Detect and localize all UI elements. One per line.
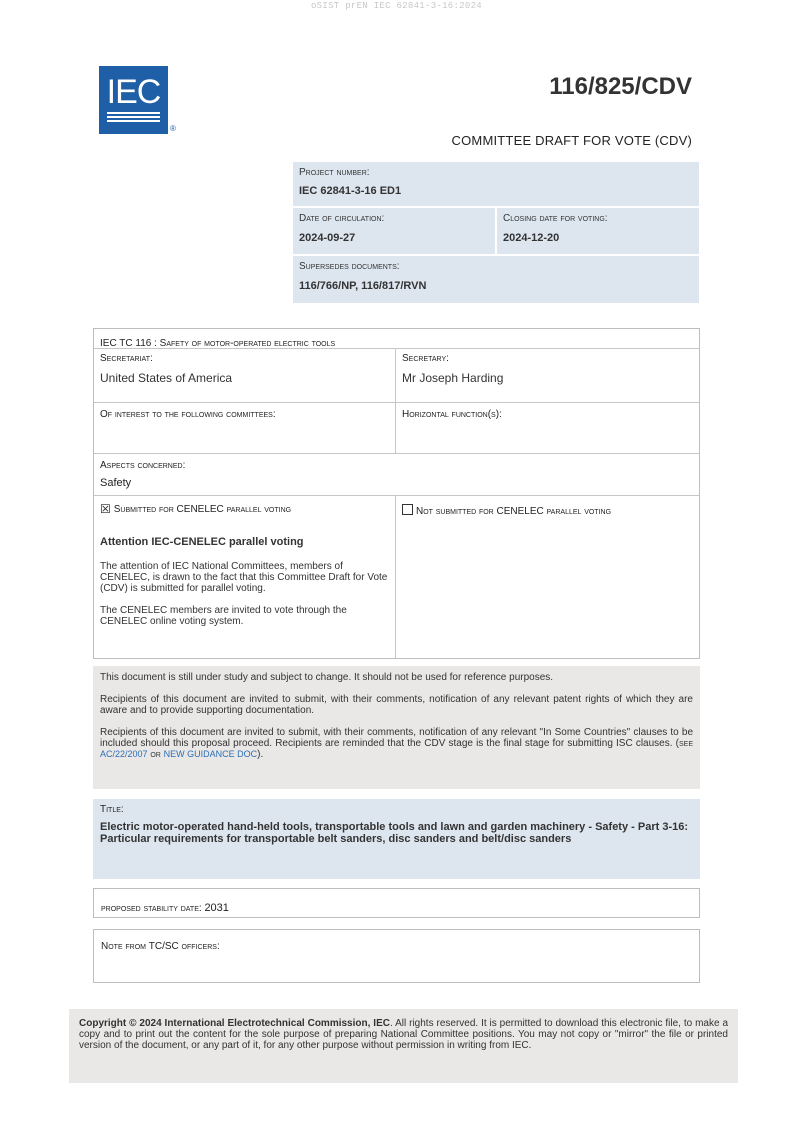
ac-22-2007-link[interactable]: AC/22/2007 — [100, 749, 148, 759]
copyright-body: . All rights reserved. It is permitted to download this electronic file, to make a copy and to print out the content for the sole purpose of preparing National Committee positions. You may not copy or "mirror" the file or printed version of the document, or any part of it, for any other purpose without permission in writing from IEC. — [79, 1018, 729, 1051]
circulation-date: 2024-09-27 — [299, 232, 356, 244]
document-reference: 116/825/CDV — [549, 73, 692, 100]
notice-paragraph-3 — [100, 727, 693, 760]
attention-paragraph-1: The attention of IEC National Committees, members of CENELEC, is drawn to the fact that this Committee Draft for Vote (CDV) is submitted for parallel voting. — [100, 561, 388, 594]
secretariat-cell — [94, 349, 395, 402]
secretary-label: Secretary: — [402, 353, 449, 364]
secretary-cell — [396, 349, 699, 402]
tc-row — [94, 329, 699, 348]
committee-table — [93, 328, 700, 659]
copyright-text — [79, 1018, 728, 1051]
note-label-b: TC/SC — [148, 941, 179, 952]
attention-title: Attention IEC-CENELEC parallel voting — [100, 536, 304, 548]
supersedes-label: Supersedes documents: — [299, 261, 400, 272]
horizontal-label: Horizontal function(s): — [402, 409, 502, 420]
secretary-value: Mr Joseph Harding — [402, 371, 504, 385]
secretariat-label: Secretariat: — [100, 353, 153, 364]
logo-lines — [107, 112, 160, 124]
document-type: COMMITTEE DRAFT FOR VOTE (CDV) — [451, 133, 692, 148]
copyright-bold: Copyright © 2024 International Electrotechnical Commission, IEC — [79, 1018, 390, 1029]
project-number-cell — [293, 162, 699, 206]
aspects-cell — [94, 454, 699, 495]
not-submitted-option — [402, 504, 693, 517]
note-label-a: Note from — [101, 941, 149, 952]
notice-block — [93, 666, 700, 789]
submitted-label-c: parallel voting — [223, 504, 292, 515]
notice-paragraph-2: Recipients of this document are invited to submit, with their comments, notification of any relevant patent rights of which they are aware and to provide supporting documentation. — [100, 694, 693, 716]
watermark: oSIST prEN IEC 62841-3-16:2024 — [310, 1, 483, 11]
closing-date-cell — [497, 208, 699, 254]
title-block — [93, 799, 700, 879]
horizontal-cell — [396, 403, 699, 453]
closing-date-label: Closing date for voting: — [503, 213, 608, 224]
interest-label: Of interest to the following committees: — [100, 409, 276, 420]
title-label: Title: — [100, 804, 124, 815]
document-title: Electric motor-operated hand-held tools, transportable tools and lawn and garden machinery - Safety - Part 3-16: Particular requirements for transportable belt sanders, disc sanders and belt/disc sanders — [100, 821, 689, 845]
submitted-cell — [94, 496, 395, 658]
not-submitted-cell — [396, 496, 699, 658]
unchecked-box-icon[interactable] — [402, 504, 413, 515]
tc-prefix: IEC TC 116 : — [100, 338, 160, 349]
attention-paragraph-2: The CENELEC members are invited to vote through the CENELEC online voting system. — [100, 605, 347, 627]
project-number-label: Project number: — [299, 167, 370, 178]
iec-logo — [99, 66, 168, 134]
circulation-date-label: Date of circulation: — [299, 213, 385, 224]
aspects-value: Safety — [100, 477, 132, 489]
project-number: IEC 62841-3-16 ED1 — [299, 185, 402, 197]
aspects-label: Aspects concerned: — [100, 460, 186, 471]
notice-p3-text: Recipients of this document are invited to submit, with their comments, notification of any relevant "In Some Countries" clauses to be included should this proposal proceed. Recipients are reminded that the CDV stage is the final stage for submitting ISC clauses. ( — [100, 727, 693, 749]
submitted-label-b: CENELEC — [176, 504, 224, 515]
submitted-option — [100, 504, 389, 515]
circulation-date-cell — [293, 208, 495, 254]
notice-paragraph-1: This document is still under study and subject to change. It should not be used for reference purposes. — [100, 672, 554, 683]
stability-value: 2031 — [204, 902, 229, 914]
supersedes-documents: 116/766/NP, 116/817/RVN — [299, 280, 427, 292]
copyright-block — [69, 1009, 738, 1083]
tc-name: Safety of motor-operated electric tools — [159, 338, 336, 349]
registered-mark: ® — [170, 124, 176, 133]
secretariat-value: United States of America — [100, 371, 233, 385]
notice-end: ). — [257, 749, 264, 760]
not-submitted-label-c: parallel voting — [543, 506, 612, 517]
not-submitted-label-a: Not submitted for — [416, 506, 497, 517]
note-label-c: officers: — [178, 941, 220, 952]
notice-or: or — [150, 749, 161, 760]
submitted-label-a: Submitted for — [113, 504, 177, 515]
officers-note-block — [93, 929, 700, 983]
not-submitted-label-b: CENELEC — [496, 506, 544, 517]
notice-see: see — [678, 738, 693, 749]
stability-date-block — [93, 888, 700, 918]
logo-text: IEC — [106, 73, 161, 111]
supersedes-cell — [293, 256, 699, 303]
new-guidance-doc-link[interactable]: NEW GUIDANCE DOC — [163, 749, 258, 759]
interest-cell — [94, 403, 395, 453]
closing-date: 2024-12-20 — [503, 232, 560, 244]
checked-box-icon[interactable]: ☒ — [100, 502, 111, 516]
stability-label: proposed stability date: — [101, 903, 205, 914]
project-info-block — [293, 162, 699, 305]
